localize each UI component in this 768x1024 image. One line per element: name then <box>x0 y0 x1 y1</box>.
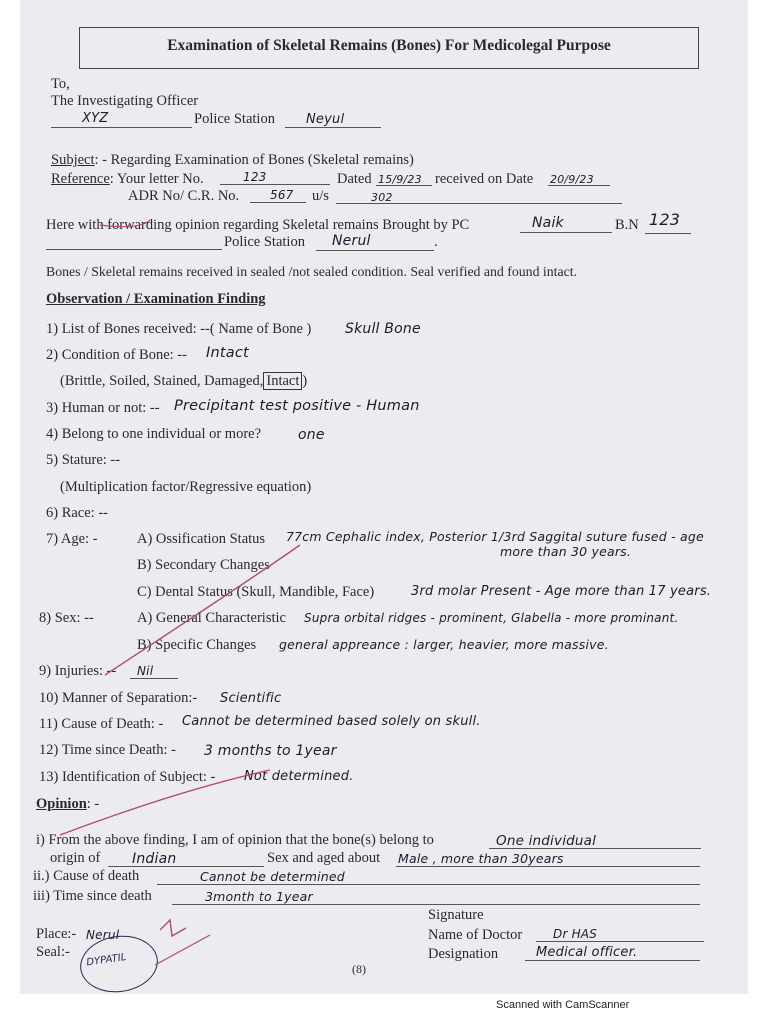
item-2-label: 2) Condition of Bone: -- <box>46 347 187 363</box>
document-title: Examination of Skeletal Remains (Bones) For Medicolegal Purpose <box>167 37 611 54</box>
place-value: Nerul <box>86 928 120 942</box>
item-9-value: Nil <box>137 664 154 678</box>
time-label: iii) Time since death <box>33 888 152 904</box>
item-3-label: 3) Human or not: -- <box>46 400 160 416</box>
time-value: 3month to 1year <box>205 889 313 904</box>
sex-label: Sex and aged about <box>267 850 381 866</box>
police-station-value: Neyul <box>306 112 345 127</box>
item-12-value: 3 months to 1year <box>204 743 337 759</box>
page-number: (8) <box>352 962 366 976</box>
item-7-label: 7) Age: - <box>46 531 98 547</box>
dated-value: 15/9/23 <box>378 173 422 186</box>
item-12-label: 12) Time since Death: - <box>39 742 176 758</box>
period: . <box>434 234 438 250</box>
item-8a-value: Supra orbital ridges - prominent, Glabella - more prominant. <box>304 611 679 625</box>
item-5-sub: (Multiplication factor/Regressive equation) <box>60 479 312 495</box>
item-4-label: 4) Belong to one individual or more? <box>46 426 262 442</box>
forwarding-text: Here with forwarding opinion regarding Skeletal remains Brought by PC <box>46 217 470 233</box>
reference-text: : Your letter No. <box>109 171 204 187</box>
subject-line <box>51 151 414 169</box>
underline <box>536 941 704 942</box>
seal-stamp-text: DYPATIL <box>85 951 128 969</box>
item-2-options-selected: Intact <box>263 372 302 390</box>
received-value: 20/9/23 <box>550 173 594 186</box>
item-8a-label: A) General Characteristic <box>137 610 286 626</box>
underline <box>316 250 434 251</box>
item-8b-value: general appreance : larger, heavier, more massive. <box>279 637 609 652</box>
to-line: To, <box>51 76 70 92</box>
item-11-label: 11) Cause of Death: - <box>39 716 164 732</box>
underline <box>489 848 701 849</box>
item-10-label: 10) Manner of Separation:- <box>39 690 198 706</box>
seal-label: Seal:- <box>36 944 70 960</box>
scanner-watermark: Scanned with CamScanner <box>496 999 630 1011</box>
designation-label: Designation <box>428 946 499 962</box>
place-label: Place:- <box>36 926 77 942</box>
item-2-value: Intact <box>206 345 249 361</box>
item-5-label: 5) Stature: -- <box>46 452 121 468</box>
item-2-options <box>60 372 307 390</box>
underline <box>172 904 700 905</box>
sex-value: Male , more than 30years <box>398 851 564 866</box>
item-7a-label: A) Ossification Status <box>137 531 266 547</box>
origin-label: origin of <box>50 850 101 866</box>
adr-label: ADR No/ C.R. No. <box>128 188 240 204</box>
underline <box>220 184 330 185</box>
item-13-label: 13) Identification of Subject: - <box>39 769 216 785</box>
signature-label: Signature <box>428 907 484 923</box>
item-13-value: Not determined. <box>244 769 354 784</box>
underline <box>548 185 610 186</box>
opinion-heading-suffix: : - <box>86 796 100 812</box>
bn-label: B.N <box>615 217 639 233</box>
origin-value: Indian <box>132 851 177 867</box>
underline <box>130 678 178 679</box>
underline <box>285 127 381 128</box>
opinion-heading: Opinion <box>36 796 87 812</box>
designation-value: Medical officer. <box>536 945 638 960</box>
doctor-value: Dr HAS <box>553 927 598 941</box>
opinion-line-1-value: One individual <box>496 833 597 849</box>
item-7c-label: C) Dental Status (Skull, Mandible, Face) <box>137 584 375 600</box>
adr-value: 567 <box>270 188 294 202</box>
title-box <box>79 27 699 69</box>
underline <box>157 884 700 885</box>
item-7b-label: B) Secondary Changes <box>137 557 270 573</box>
police-station-2-value: Nerul <box>332 233 371 249</box>
letter-no: 123 <box>243 170 267 184</box>
opinion-heading-line <box>36 795 99 813</box>
underline <box>645 233 691 234</box>
bn-value: 123 <box>649 210 681 229</box>
subject-label: Subject <box>51 152 95 168</box>
item-9-label: 9) Injuries: -- <box>39 663 117 679</box>
underline <box>51 127 192 128</box>
police-station-label: Police Station <box>194 111 275 127</box>
sealed-condition-text: Bones / Skeletal remains received in sealed /not sealed condition. Seal verified and found intact. <box>46 264 578 279</box>
reference-line <box>51 170 204 188</box>
underline <box>250 202 306 203</box>
subject-text: : - Regarding Examination of Bones (Skeletal remains) <box>94 152 414 168</box>
underline <box>376 185 432 186</box>
underline <box>336 203 622 204</box>
item-4-value: one <box>298 427 325 443</box>
item-8-label: 8) Sex: -- <box>39 610 94 626</box>
police-station-2-label: Police Station <box>224 234 305 250</box>
item-7c-value: 3rd molar Present - Age more than 17 years. <box>411 584 712 599</box>
observation-heading: Observation / Examination Finding <box>46 291 266 307</box>
cause-value: Cannot be determined <box>200 869 345 884</box>
item-10-value: Scientific <box>220 691 282 706</box>
item-2-options-c: ) <box>302 373 308 389</box>
item-2-options-a: (Brittle, Soiled, Stained, Damaged, <box>60 373 264 389</box>
received-label: received on Date <box>435 171 534 187</box>
underline <box>525 960 700 961</box>
opinion-line-1: i) From the above finding, I am of opinion that the bone(s) belong to <box>36 832 434 848</box>
item-7a-value-line2: more than 30 years. <box>500 544 632 559</box>
us-value: 302 <box>371 191 393 204</box>
underline <box>396 866 700 867</box>
underline <box>520 232 612 233</box>
item-1-value: Skull Bone <box>345 321 421 337</box>
underline <box>46 249 222 250</box>
dated-label: Dated <box>337 171 372 187</box>
item-7a-value: 77cm Cephalic index, Posterior 1/3rd Saggital suture fused - age <box>286 529 704 544</box>
item-1-label: 1) List of Bones received: --( Name of Bone ) <box>46 321 312 337</box>
doctor-label: Name of Doctor <box>428 927 523 943</box>
pc-name: Naik <box>532 215 564 231</box>
officer-name: XYZ <box>82 111 109 126</box>
cause-label: ii.) Cause of death <box>33 868 140 884</box>
officer-line: The Investigating Officer <box>51 93 199 109</box>
reference-label: Reference <box>51 171 110 187</box>
item-3-value: Precipitant test positive - Human <box>174 398 420 414</box>
item-6-label: 6) Race: -- <box>46 505 108 521</box>
item-11-value: Cannot be determined based solely on skull. <box>182 714 481 729</box>
us-label: u/s <box>312 188 329 204</box>
item-8b-label: B) Specific Changes <box>137 637 257 653</box>
